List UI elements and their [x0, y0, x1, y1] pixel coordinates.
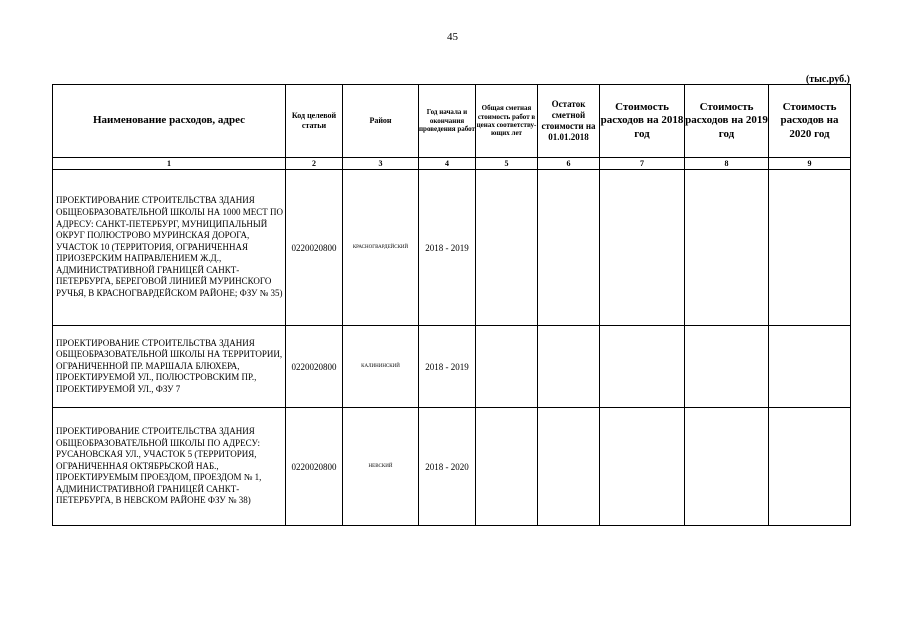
- district: КРАСНОГВАРДЕЙСКИЙ: [343, 170, 419, 326]
- cost-2019-cell: [685, 408, 769, 526]
- district: КАЛИНИНСКИЙ: [343, 326, 419, 408]
- remaining-cost-cell: [538, 170, 600, 326]
- target-code: 0220020800: [286, 408, 343, 526]
- expense-name: ПРОЕКТИРОВАНИЕ СТРОИТЕЛЬСТВА ЗДАНИЯ ОБЩЕОБРАЗОВАТЕЛЬНОЙ ШКОЛЫ НА 1000 МЕСТ ПО АДРЕСУ: САНКТ-ПЕТЕРБУРГ, МУНИЦИПАЛЬНЫЙ ОКРУГ ПОЛЮСТРОВО МУРИНСКАЯ ДОРОГА, УЧАСТОК 10 (ТЕРРИТОРИЯ, ОГРАНИЧЕННАЯ ПРИОЗЕРСКИМ НАПРАВЛЕНИЕМ Ж.Д., АДМИНИСТРАТИВНОЙ ГРАНИЦЕЙ САНКТ-ПЕТЕРБУРГА, БЕРЕГОВОЙ ЛИНИЕЙ МУРИНСКОГО РУЧЬЯ, В КРАСНОГВАРДЕЙСКОМ РАЙОНЕ; ФЗУ № 35): [53, 170, 286, 326]
- table-row: [53, 326, 851, 408]
- total-cost-cell: [476, 170, 538, 326]
- cost-2020-cell: [769, 326, 851, 408]
- header-cost-2020: Стоимость расходов на 2020 год: [769, 85, 851, 158]
- column-number: 3: [343, 158, 419, 170]
- cost-2020-cell: [769, 170, 851, 326]
- page-number: 45: [447, 31, 458, 43]
- expenses-table: [52, 84, 851, 526]
- cost-2019-cell: [685, 326, 769, 408]
- column-number: 4: [419, 158, 476, 170]
- total-cost-cell: [476, 326, 538, 408]
- column-number: 7: [600, 158, 685, 170]
- work-years: 2018 - 2020: [419, 408, 476, 526]
- header-row: [53, 85, 851, 158]
- header-cost-2018: Стоимость расходов на 2018 год: [600, 85, 685, 158]
- table-row: [53, 408, 851, 526]
- work-years: 2018 - 2019: [419, 326, 476, 408]
- units-label: (тыс.руб.): [805, 74, 850, 85]
- cost-2018-cell: [600, 170, 685, 326]
- target-code: 0220020800: [286, 170, 343, 326]
- column-number: 8: [685, 158, 769, 170]
- remaining-cost-cell: [538, 408, 600, 526]
- column-number: 9: [769, 158, 851, 170]
- header-years: Год начала и окончания проведения работ: [419, 85, 476, 158]
- expense-name: ПРОЕКТИРОВАНИЕ СТРОИТЕЛЬСТВА ЗДАНИЯ ОБЩЕОБРАЗОВАТЕЛЬНОЙ ШКОЛЫ НА ТЕРРИТОРИИ, ОГРАНИЧЕННОЙ ПР. МАРШАЛА БЛЮХЕРА, ПРОЕКТИРУЕМОЙ УЛ., ПОЛЮСТРОВСКИМ ПР., ПРОЕКТИРУЕМОЙ УЛ., ФЗУ 7: [53, 326, 286, 408]
- work-years: 2018 - 2019: [419, 170, 476, 326]
- header-name: Наименование расходов, адрес: [53, 85, 286, 158]
- expense-name: ПРОЕКТИРОВАНИЕ СТРОИТЕЛЬСТВА ЗДАНИЯ ОБЩЕОБРАЗОВАТЕЛЬНОЙ ШКОЛЫ ПО АДРЕСУ: РУСАНОВСКАЯ УЛ., УЧАСТОК 5 (ТЕРРИТОРИЯ, ОГРАНИЧЕННАЯ ОКТЯБРЬСКОЙ НАБ., ПРОЕКТИРУЕМЫМ ПРОЕЗДОМ, ПРОЕЗДОМ № 1, АДМИНИСТРАТИВНОЙ ГРАНИЦЕЙ САНКТ-ПЕТЕРБУРГА, В НЕВСКОМ РАЙОНЕ ФЗУ № 38): [53, 408, 286, 526]
- cost-2019-cell: [685, 170, 769, 326]
- header-remaining-cost: Остаток сметной стоимости на 01.01.2018: [538, 85, 600, 158]
- column-number: 1: [53, 158, 286, 170]
- column-number: 2: [286, 158, 343, 170]
- column-number: 6: [538, 158, 600, 170]
- cost-2020-cell: [769, 408, 851, 526]
- column-number-row: [53, 158, 851, 170]
- column-number: 5: [476, 158, 538, 170]
- header-cost-2019: Стоимость расходов на 2019 год: [685, 85, 769, 158]
- remaining-cost-cell: [538, 326, 600, 408]
- cost-2018-cell: [600, 408, 685, 526]
- header-district: Район: [343, 85, 419, 158]
- cost-2018-cell: [600, 326, 685, 408]
- table-row: [53, 170, 851, 326]
- header-total-cost: Общая сметная стоимость работ в ценах соответству-ющих лет: [476, 85, 538, 158]
- target-code: 0220020800: [286, 326, 343, 408]
- district: НЕВСКИЙ: [343, 408, 419, 526]
- header-code: Код целевой статьи: [286, 85, 343, 158]
- total-cost-cell: [476, 408, 538, 526]
